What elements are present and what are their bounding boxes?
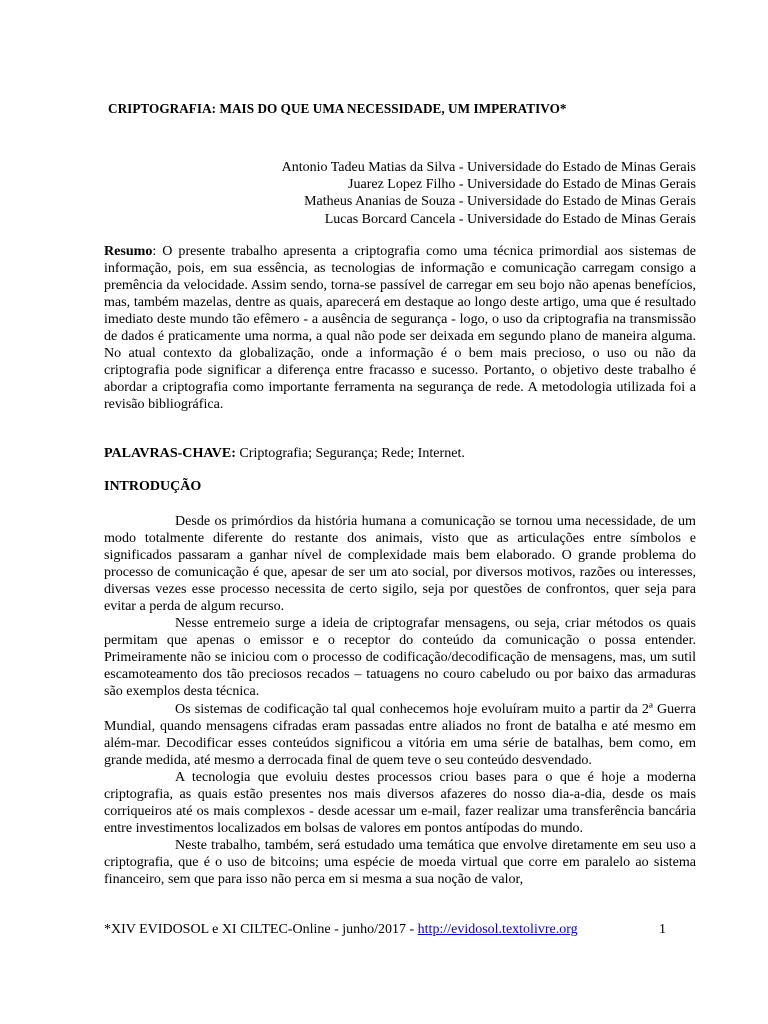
evidosol-link[interactable]: http://evidosol.textolivre.org — [417, 922, 578, 937]
introduction-body — [104, 513, 696, 888]
paragraph: A tecnologia que evoluiu destes processos criou bases para o que é hoje a moderna criptografia, as quais estão presentes nos mais diversos afazeres do nosso dia-a-dia, desde os mais corriqueiros até os mais complexos - desde acessar um e-mail, fazer realizar uma transferência bancária entre investimentos localizados em bolsas de valores em pontos antípodas do mundo. — [104, 768, 696, 836]
abstract-text: : O presente trabalho apresenta a criptografia como uma técnica primordial aos sistemas de informação, pois, em sua essência, as tecnologias de informação e comunicação carregam consigo a premência da velocidade. Assim sendo, torna-se passível de carregar em seu bojo não apenas benefícios, mas, também mazelas, dentre as quais, aparecerá em destaque ao longo deste artigo, uma que é resultado imediato deste mundo tão efêmero - a ausência de segurança - logo, o uso da criptografia na transmissão de dados é praticamente uma norma, a qual não pode ser deixada em segundo plano de maneira alguma. No atual contexto da globalização, onde a informação é o bem mais precioso, o uso ou não da criptografia pode significar a diferença entre fracasso e sucesso. Portanto, o objetivo deste trabalho é abordar a criptografia como importante ferramenta na segurança de rede. A metodologia utilizada foi a revisão bibliográfica. — [104, 243, 696, 413]
footnote-text: *XIV EVIDOSOL e XI CILTEC-Online - junho/2017 - — [104, 922, 418, 937]
keywords — [104, 445, 696, 462]
paragraph: Neste trabalho, também, será estudado uma temática que envolve diretamente em seu uso a criptografia, que é o uso de bitcoins; uma espécie de moeda virtual que corre em paralelo ao sistema financeiro, sem que para isso não perca em si mesma a sua noção de valor, — [104, 836, 696, 887]
author-line: Juarez Lopez Filho - Universidade do Estado de Minas Gerais — [348, 177, 696, 193]
author-list — [282, 159, 696, 228]
author-line: Matheus Ananias de Souza - Universidade do Estado de Minas Gerais — [304, 194, 696, 210]
abstract — [104, 243, 696, 413]
footnote — [104, 921, 696, 938]
paragraph: Desde os primórdios da história humana a comunicação se tornou uma necessidade, de um modo totalmente diferente do restante dos animais, visto que as articulações entre símbolos e significados passaram a ganhar nível de complexidade mais bem elaborado. O grande problema do processo de comunicação é que, apesar de ser um ato social, por diversos motivos, razões ou interesses, diversas vezes esse processo necessita de certo sigilo, seja por questões de confrontos, quer seja para evitar a perda de algum recurso. — [104, 513, 696, 615]
section-heading-introduction: INTRODUÇÃO — [104, 479, 202, 494]
author-line: Lucas Borcard Cancela - Universidade do Estado de Minas Gerais — [324, 211, 696, 227]
abstract-label: Resumo — [104, 243, 153, 259]
page-number: 1 — [659, 922, 666, 937]
paragraph: Os sistemas de codificação tal qual conhecemos hoje evoluíram muito a partir da 2ª Guerra Mundial, quando mensagens cifradas eram passadas entre aliados no front de batalha e até mesmo em além-mar. Decodificar esses conteúdos significou a vitória em uma série de batalhas, bem como, em grande medida, até mesmo a derrocada final de quem teve o seu conteúdo desvendado. — [104, 700, 696, 768]
author-line: Antonio Tadeu Matias da Silva - Universidade do Estado de Minas Gerais — [281, 160, 696, 175]
paper-title: CRIPTOGRAFIA: MAIS DO QUE UMA NECESSIDADE, UM IMPERATIVO* — [108, 101, 567, 116]
paragraph: Nesse entremeio surge a ideia de criptografar mensagens, ou seja, criar métodos os quais permitam que apenas o emissor e o receptor do conteúdo da comunicação o possa entender. Primeiramente não se iniciou com o processo de codificação/decodificação de mensagens, mas, um sutil escamoteamento dos tão preciosos recados – tatuagens no couro cabeludo ou por baixo das armaduras são exemplos desta técnica. — [104, 615, 696, 700]
keywords-text: Criptografia; Segurança; Rede; Internet. — [235, 445, 465, 461]
keywords-label: PALAVRAS-CHAVE: — [104, 445, 236, 461]
document-page — [104, 0, 696, 1024]
